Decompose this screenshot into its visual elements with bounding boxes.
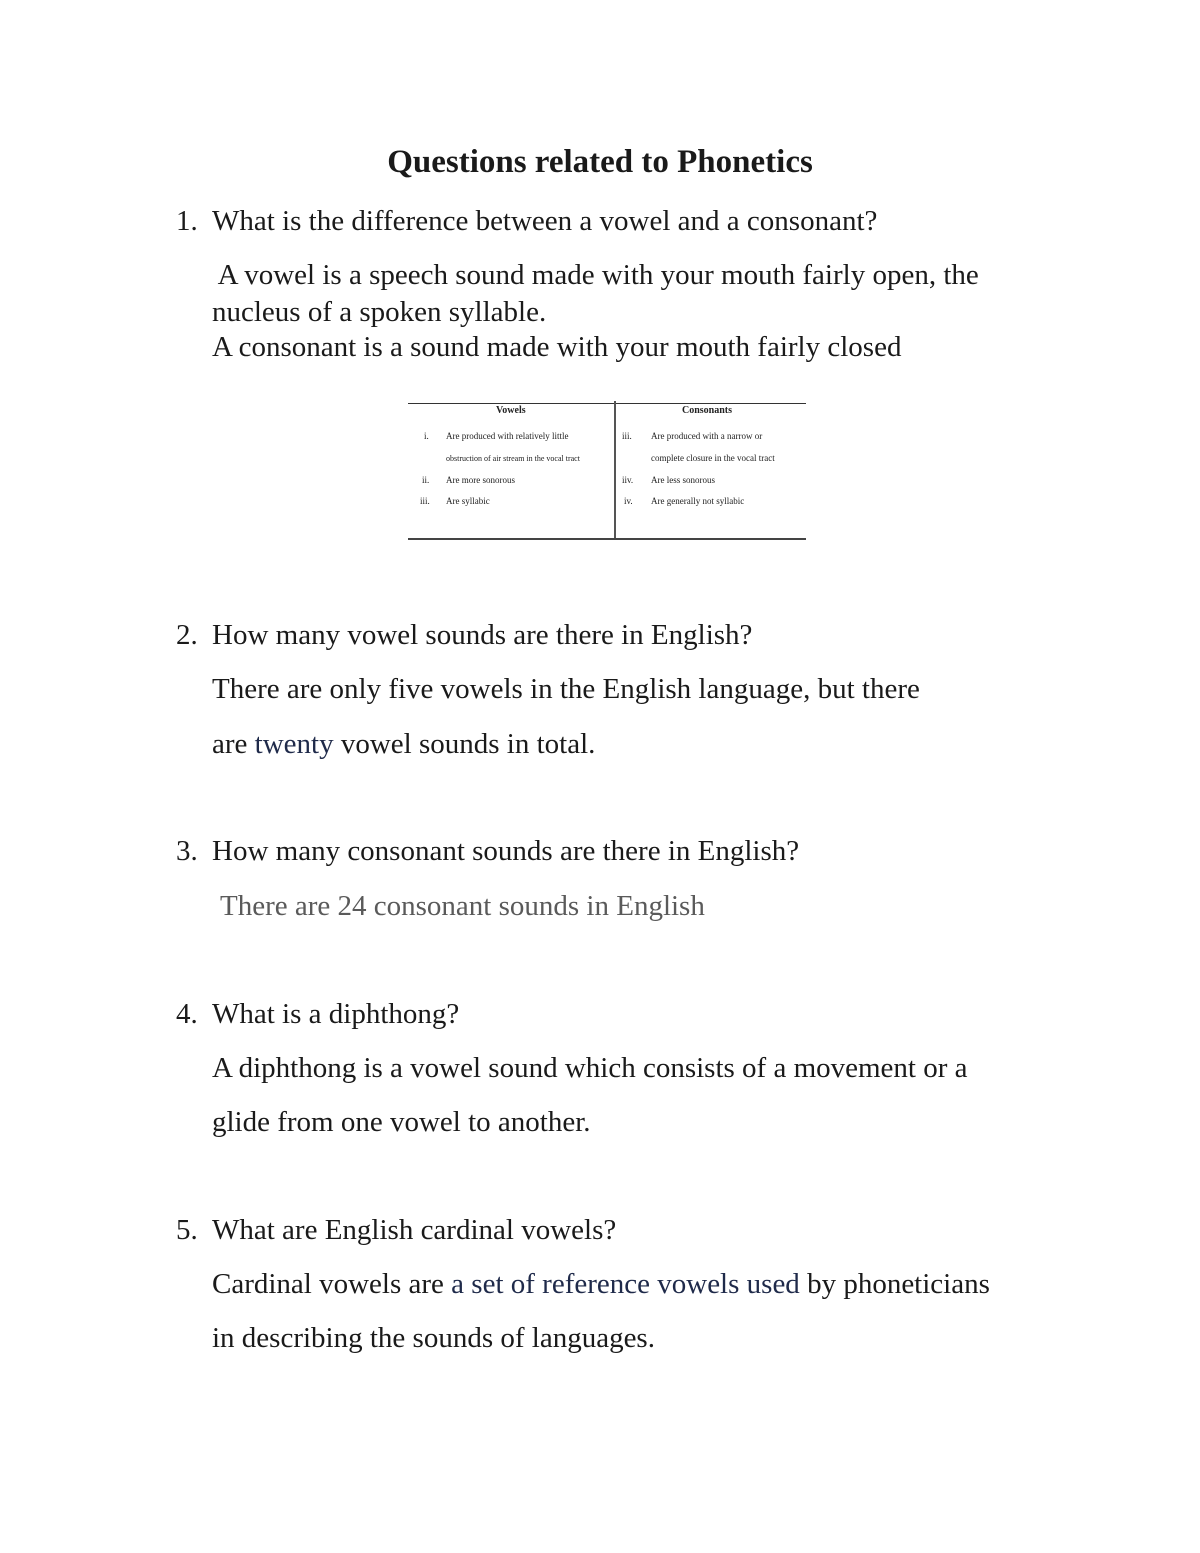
question-text: How many consonant sounds are there in English? xyxy=(212,835,800,867)
table-row-2-consonant-text: Are less sonorous xyxy=(651,475,715,485)
table-top-rule xyxy=(408,403,806,404)
table-header-vowels: Vowels xyxy=(496,405,526,416)
table-row-2-vowel-text: Are more sonorous xyxy=(446,475,515,485)
answer-2-line-2-pre: are xyxy=(212,728,255,760)
answer-5-line-1 xyxy=(212,1266,990,1302)
table-row-1-vowel-text-2: obstruction of air stream in the vocal tract xyxy=(446,454,580,463)
question-5 xyxy=(176,1212,616,1248)
answer-4-line-1: A diphthong is a vowel sound which consists of a movement or a xyxy=(212,1052,968,1084)
question-1 xyxy=(176,203,877,239)
answer-5-line-1-pre: Cardinal vowels are xyxy=(212,1268,452,1300)
answer-1-line-3: A consonant is a sound made with your mouth fairly closed xyxy=(212,331,902,363)
page-title: Questions related to Phonetics xyxy=(387,144,813,180)
table-row-2-vowel-num: ii. xyxy=(422,475,430,485)
question-number: 4. xyxy=(176,998,198,1030)
table-header-consonants: Consonants xyxy=(682,405,733,416)
table-row-1-vowel-num: i. xyxy=(424,431,429,441)
question-3 xyxy=(176,833,799,869)
question-2 xyxy=(176,617,752,653)
question-text: How many vowel sounds are there in English? xyxy=(212,619,753,651)
question-number: 2. xyxy=(176,619,198,651)
answer-2-line-1: There are only five vowels in the English language, but there xyxy=(212,673,920,705)
answer-4-line-2: glide from one vowel to another. xyxy=(212,1106,591,1138)
table-row-3-consonant-num: iv. xyxy=(624,496,633,506)
vowel-consonant-table xyxy=(408,395,806,543)
answer-5-line-1-post: by phoneticians xyxy=(799,1268,990,1300)
table-row-2-consonant-num: iiv. xyxy=(622,475,634,485)
table-row-1-consonant-num: iii. xyxy=(622,431,632,441)
table-row-1-consonant-text-2: complete closure in the vocal tract xyxy=(651,453,775,463)
question-text: What is a diphthong? xyxy=(212,998,460,1030)
answer-5-line-2: in describing the sounds of languages. xyxy=(212,1322,655,1354)
answer-3: There are 24 consonant sounds in English xyxy=(220,890,705,922)
answer-5-highlight: a set of reference vowels used xyxy=(451,1268,800,1300)
table-bottom-rule xyxy=(408,538,806,540)
question-number: 3. xyxy=(176,835,198,867)
answer-2-line-2-post: vowel sounds in total. xyxy=(333,728,596,760)
answer-1-line-1: A vowel is a speech sound made with your mouth fairly open, the xyxy=(212,259,979,291)
question-4 xyxy=(176,996,459,1032)
answer-1-line-2: nucleus of a spoken syllable. xyxy=(212,296,547,328)
question-number: 5. xyxy=(176,1214,198,1246)
table-row-1-vowel-text-1: Are produced with relatively little xyxy=(446,431,569,441)
table-row-1-consonant-text-1: Are produced with a narrow or xyxy=(651,431,763,441)
answer-2-highlight: twenty xyxy=(254,728,334,760)
question-text: What is the difference between a vowel and a consonant? xyxy=(212,205,878,237)
answer-2-line-2 xyxy=(212,726,595,762)
table-column-divider xyxy=(614,401,616,540)
table-row-3-vowel-num: iii. xyxy=(420,496,430,506)
question-number: 1. xyxy=(176,205,198,237)
table-row-3-consonant-text: Are generally not syllabic xyxy=(651,496,745,506)
table-row-3-vowel-text: Are syllabic xyxy=(446,496,490,506)
question-text: What are English cardinal vowels? xyxy=(212,1214,617,1246)
